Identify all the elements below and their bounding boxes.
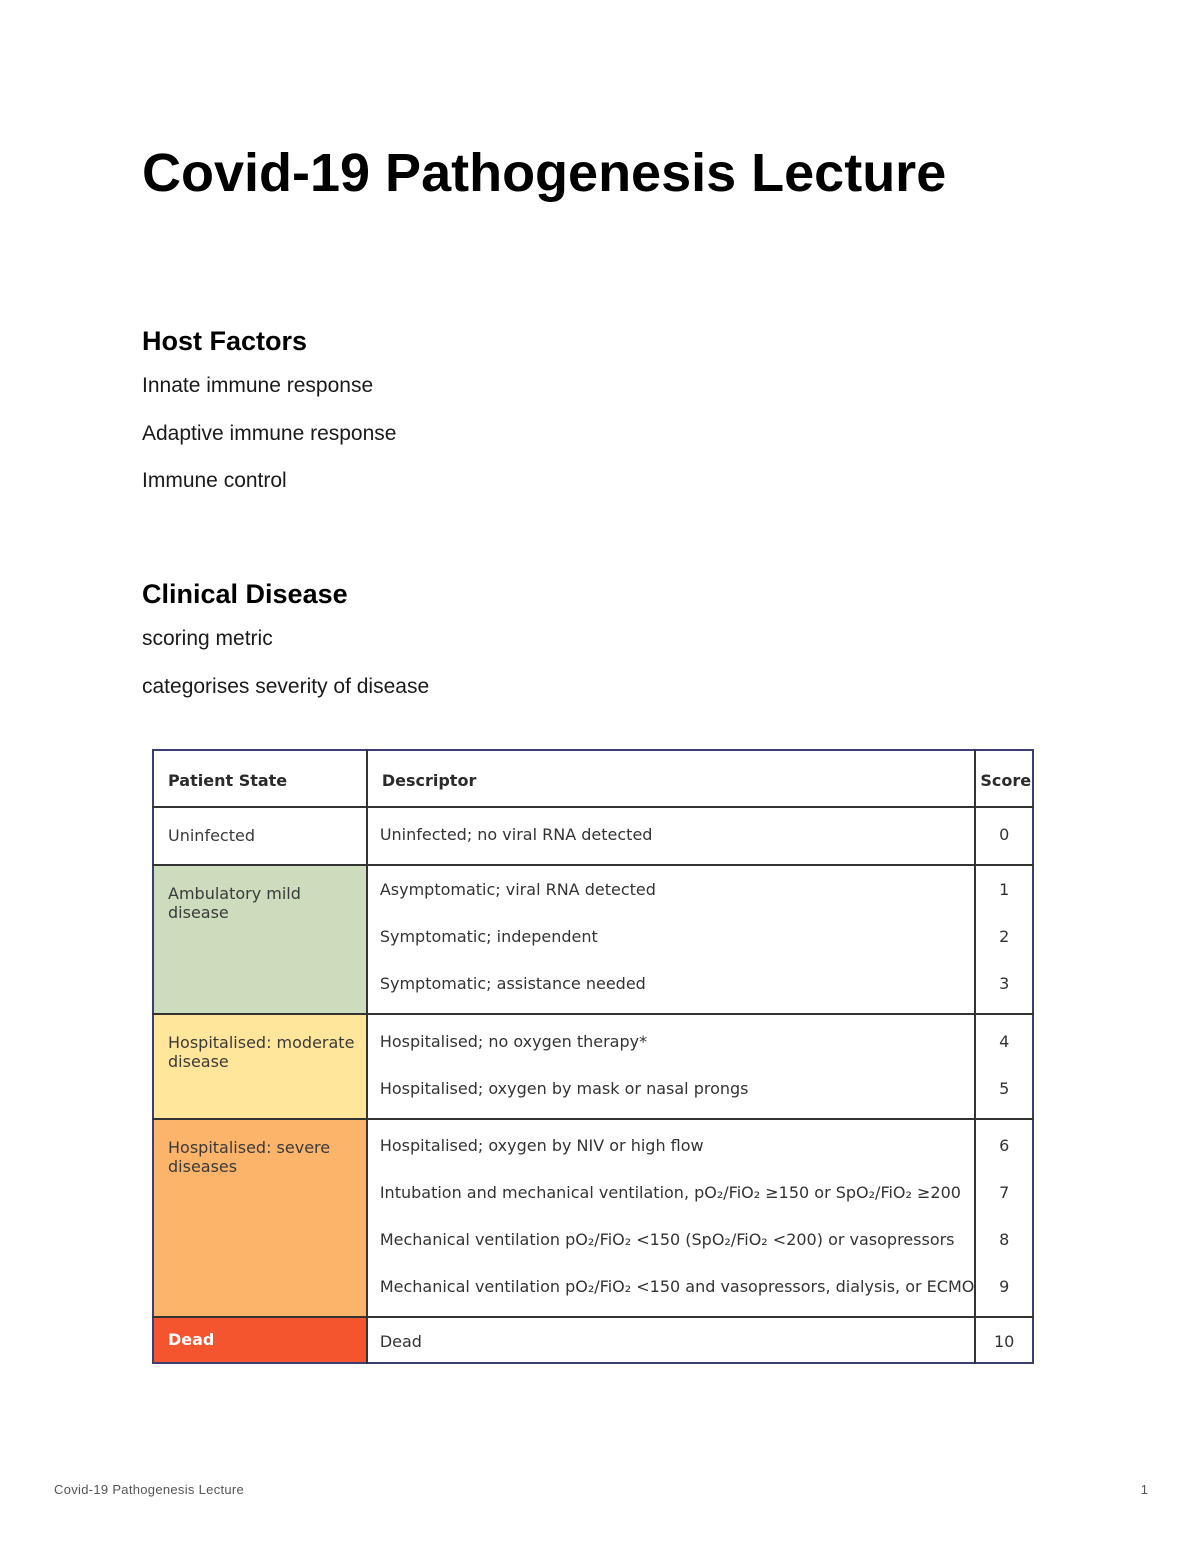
score-value: 7 (999, 1183, 1010, 1202)
descriptor-cell (367, 1014, 976, 1119)
descriptor-text: Intubation and mechanical ventilation, pO₂/FiO₂ ≥150 or SpO₂/FiO₂ ≥200 (379, 1183, 961, 1202)
descriptor-text: Mechanical ventilation pO₂/FiO₂ <150 and vasopressors, dialysis, or ECMO (379, 1277, 975, 1296)
table-row (153, 1317, 1033, 1363)
score-cell (975, 865, 1033, 1014)
host-factors-heading: Host Factors (142, 326, 308, 356)
table-row (153, 807, 1033, 865)
patient-state-cell: Hospitalised: moderate disease (153, 1014, 367, 1119)
descriptor-cell (367, 1317, 976, 1363)
descriptor-text: Asymptomatic; viral RNA detected (379, 880, 656, 899)
table-header-row (153, 750, 1033, 807)
page-number: 1 (1140, 1482, 1148, 1497)
clinical-disease-heading: Clinical Disease (142, 579, 348, 609)
score-value: 4 (999, 1032, 1010, 1051)
score-value: 10 (994, 1332, 1015, 1351)
descriptor-text: Hospitalised; no oxygen therapy* (379, 1032, 648, 1051)
descriptor-cell (367, 807, 976, 865)
page-title: Covid-19 Pathogenesis Lecture (142, 143, 947, 203)
header-score: Score (975, 750, 1033, 807)
patient-state-cell: Uninfected (153, 807, 367, 865)
header-patient-state: Patient State (153, 750, 367, 807)
score-value: 2 (999, 927, 1010, 946)
header-descriptor: Descriptor (367, 750, 976, 807)
descriptor-text: Uninfected; no viral RNA detected (379, 825, 653, 844)
descriptor-text: Hospitalised; oxygen by mask or nasal prongs (379, 1079, 749, 1098)
table-row (153, 1014, 1033, 1119)
host-factor-item: Innate immune response (142, 374, 374, 397)
descriptor-text: Dead (379, 1332, 422, 1351)
table-row (153, 1119, 1033, 1317)
score-cell (975, 1014, 1033, 1119)
clinical-disease-item: categorises severity of disease (142, 675, 430, 698)
descriptor-text: Symptomatic; independent (379, 927, 598, 946)
score-cell (975, 807, 1033, 865)
patient-state-cell: Hospitalised: severe diseases (153, 1119, 367, 1317)
score-value: 5 (999, 1079, 1010, 1098)
score-value: 8 (999, 1230, 1010, 1249)
score-value: 9 (999, 1277, 1010, 1296)
score-cell (975, 1317, 1033, 1363)
descriptor-text: Mechanical ventilation pO₂/FiO₂ <150 (SpO₂/FiO₂ <200) or vasopressors (379, 1230, 955, 1249)
clinical-disease-item: scoring metric (142, 627, 273, 650)
descriptor-text: Hospitalised; oxygen by NIV or high flow (379, 1136, 704, 1155)
score-cell (975, 1119, 1033, 1317)
descriptor-text: Symptomatic; assistance needed (379, 974, 646, 993)
descriptor-cell (367, 1119, 976, 1317)
host-factor-item: Immune control (142, 469, 287, 492)
severity-score-table (152, 749, 1034, 1364)
score-value: 1 (999, 880, 1010, 899)
patient-state-cell: Ambulatory mild disease (153, 865, 367, 1014)
score-value: 0 (999, 825, 1010, 844)
host-factor-item: Adaptive immune response (142, 422, 397, 445)
table-row (153, 865, 1033, 1014)
footer-title: Covid-19 Pathogenesis Lecture (54, 1482, 245, 1497)
patient-state-cell: Dead (153, 1317, 367, 1363)
score-value: 6 (999, 1136, 1010, 1155)
descriptor-cell (367, 865, 976, 1014)
score-value: 3 (999, 974, 1010, 993)
